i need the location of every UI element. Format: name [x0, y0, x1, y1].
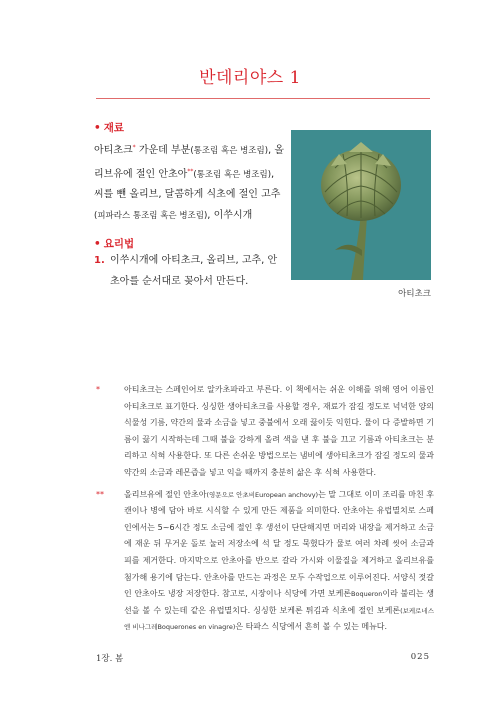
page-title: 반데리야스 1	[199, 68, 301, 88]
ingredient-text-1: 가운데 부분	[135, 145, 191, 156]
footnotes	[96, 382, 434, 636]
ingredient-note-1: (통조림 혹은 병조림)	[190, 146, 269, 156]
ingredient-note-2: (통조림 혹은 병조림)	[193, 169, 272, 180]
bullet-icon: •	[94, 238, 101, 250]
chapter-label: 1장. 봄	[96, 654, 124, 664]
footnote-text: 아티초크는 스페인어로 알카초파라고 부른다. 이 책에서는 쉬운 이해를 위해 영어 이름인 아티초크로 표기한다. 싱싱한 생아티초크를 사용할 경우, 재료가 잠길 정도로 넉넉한 양의 식물성 기름, 약간의 물과 소금을 넣고 중불에서 오래 끓이듯 익힌다. 물이 다 증발하면 기름이 끓기 시작하는데 그때 불을 강하게 올려 색을 낸 후 불을 끄고 기름과 아티초크는 분리하고 식혀 사용한다. 또 다른 손쉬운 방법으로는 냄비에 생아티초크가 잠길 정도의 물과 약간의 소금과 레몬즙을 넣고 익을 때까지 충분히 삶은 후 식혀 사용한다.	[124, 385, 434, 477]
title-divider	[96, 98, 430, 99]
ingredient-artichoke: 아티초크	[94, 145, 133, 156]
method-heading	[94, 236, 134, 251]
footnote-2	[96, 487, 434, 636]
ingredient-text-3: , 씨를 뺀 올리브, 달콤하게 식초에 절인 고추	[94, 168, 281, 200]
footnote-text	[124, 487, 434, 636]
footnote-mark: **	[96, 489, 104, 499]
footnote-mark: *	[96, 385, 100, 394]
method-step	[94, 250, 286, 292]
ingredients-heading	[94, 120, 124, 135]
footnote-text-part: 은 타파스 식당에서 흔히 볼 수 있는 메뉴다.	[235, 622, 388, 632]
artichoke-photo	[291, 130, 431, 280]
footnote-text-part: 올리브유에 절인 안초아	[124, 489, 207, 499]
footnote-mark-1: *	[132, 144, 136, 151]
footnote-text-part: 는 말 그대로 이미 조리를 마친 후 캔이나 병에 담아 바로 시식할 수 있게 만든 제품을 의미한다. 안초아는 유럽멸치로 스페인에서는 5~6시간 정도 소금에 절인 후 생선이 단단해지면 머리와 내장을 제거하고 소금에 재운 뒤 무거운 돌로 눌러 저장소에 석 달 정도 묵혔다가 물로 여러 차례 씻어 소금과 피를 제거한다. 마지막으로 안초아를 반으로 갈라 가시와 이물질을 제거하고 올리브유를 첨가해 용기에 담는다. 안초아를 만드는 과정은 모두 수작업으로 이루어진다. 서양식 젓갈인 안초아도 냉장 저장한다. 참고로, 시장이나 식당에 가면 보케론	[124, 489, 434, 599]
ingredient-text-2: , 올리브유에 절인 안초아	[94, 145, 285, 180]
ingredients-text	[94, 138, 286, 226]
photo-caption: 아티초크	[398, 289, 431, 299]
footnote-1	[96, 382, 434, 482]
footnote-mark-2: **	[187, 167, 194, 175]
method-heading-label: 요리법	[103, 238, 135, 250]
footnote-text-small: Boqueron	[351, 590, 383, 599]
footnote-text-small: (영문으로 안초비European anchovy)	[206, 490, 319, 499]
artichoke-image	[291, 130, 431, 280]
ingredients-heading-label: 재료	[103, 122, 125, 134]
bullet-icon: •	[94, 122, 101, 134]
ingredient-text-4: , 이쑤시개	[207, 209, 253, 221]
footnote-text-part: 이라 불리는 생선을 볼 수 있는데 같은 유럽멸치다. 싱싱한 보케론 튀김과 식초에 절인 보케론	[124, 589, 434, 615]
ingredient-note-3: (피파라스 통조림 혹은 병조림)	[94, 210, 208, 221]
footnote-text-small: (보케로네스 엔 비나그레Boquerones en vinagre)	[124, 606, 434, 632]
page-number: 025	[410, 652, 430, 662]
step-number: 1.	[94, 255, 105, 266]
step-text: 이쑤시개에 아티초크, 올리브, 고추, 안초아를 순서대로 꽂아서 만든다.	[110, 255, 278, 287]
